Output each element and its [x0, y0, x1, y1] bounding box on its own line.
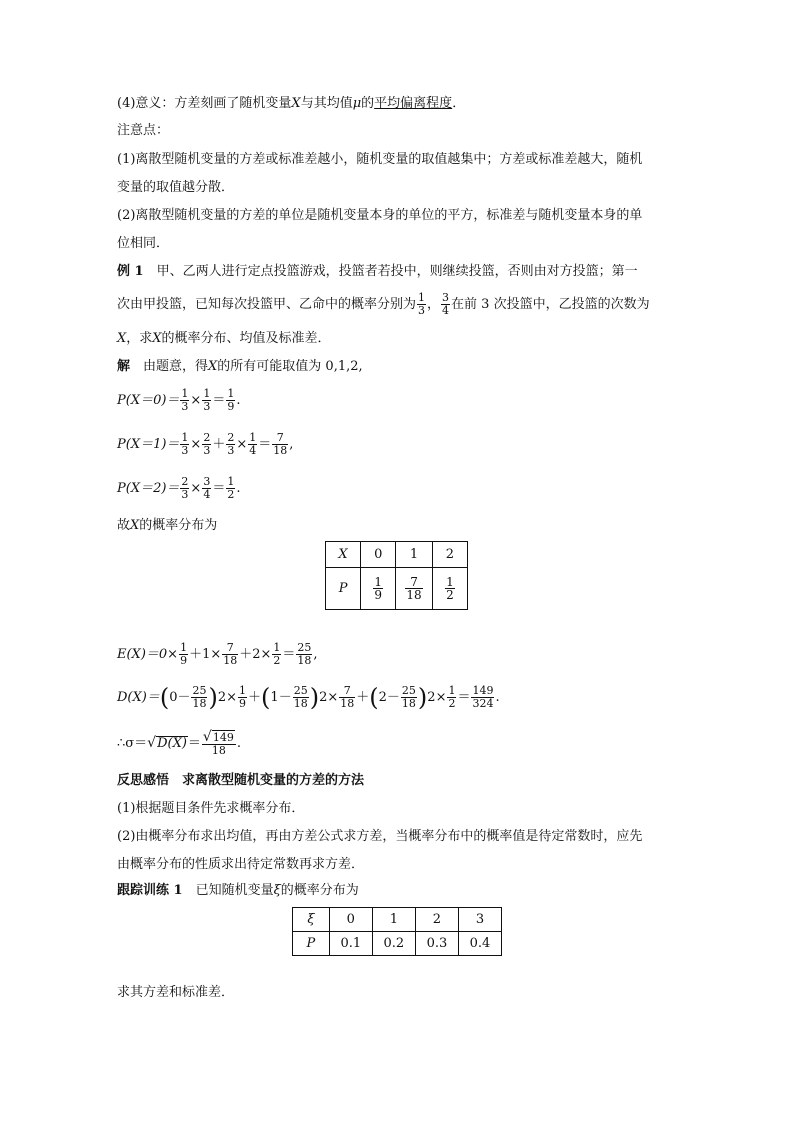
table-cell: 0.2 [372, 932, 415, 956]
table-cell: 0.3 [415, 932, 458, 956]
note-2-line-1: (2)离散型随机变量的方差的单位是随机变量本身的单位的平方，标准差与随机变量本身的单 [117, 208, 643, 223]
example-label: 例 1 [117, 264, 144, 279]
table-header-cell: 3 [458, 908, 501, 932]
sqrt-icon: √ [147, 735, 157, 751]
var-xi: ξ [273, 883, 281, 898]
var-x: X [208, 359, 218, 374]
table-header-cell: 0 [329, 908, 372, 932]
text: 甲、乙两人进行定点投篮游戏，投篮者若投中，则继续投篮，否则由对方投篮；第一 [143, 264, 638, 279]
example-1-line-2 [117, 288, 650, 322]
note-1-line-1: (1)离散型随机变量的方差或标准差越小，随机变量的取值越集中；方差或标准差越大，随机 [117, 152, 643, 167]
std-deviation-equation: ∴σ＝√D(X)＝ $\frac{√149}{18}$ . [117, 729, 241, 757]
reflection-label: 反思感悟 [117, 773, 170, 788]
expectation-equation: E(X)＝0× $\frac{1}{9}$ ＋1× $\frac{7}{18}$ ＋2× $\frac{1}{2}$ ＝ $\frac{25}{18}$ , [117, 641, 318, 667]
text: ，求 [126, 331, 153, 346]
solution-label: 解 [117, 359, 131, 374]
table-cell: $\frac{1}{9}$ [361, 568, 396, 610]
table-row-label: P [326, 568, 361, 610]
table-header-cell: 2 [432, 542, 467, 568]
table-header-cell: 2 [415, 908, 458, 932]
table-cell: 0.1 [329, 932, 372, 956]
table-header-cell: 1 [396, 542, 432, 568]
table-header-cell: X [326, 542, 361, 568]
reflection-title: 求离散型随机变量的方差的方法 [169, 773, 365, 788]
note-heading: 注意点： [117, 123, 170, 138]
distribution-intro: 故X的概率分布为 [117, 518, 218, 533]
exercise-label: 跟踪训练 1 [117, 883, 183, 898]
reflection-point-1: (1)根据题目条件先求概率分布． [117, 801, 305, 816]
text: 次由甲投篮，已知每次投篮甲、乙命中的概率分别为 [117, 297, 417, 312]
distribution-table-x [325, 541, 468, 610]
table-header-cell: ξ [293, 908, 330, 932]
var-x: X [117, 331, 127, 346]
prob-x1-equation: P(X＝1)＝ $\frac{1}{3}$ × $\frac{2}{3}$ ＋ $\frac{2}{3}$ × $\frac{1}{4}$ ＝ $\frac{7}{18}$ , [117, 431, 294, 457]
text: ， [427, 297, 441, 312]
solution-line [117, 359, 363, 375]
table-cell: $\frac{7}{18}$ [396, 568, 432, 610]
table-header-cell: 0 [361, 542, 396, 568]
reflection-heading [117, 773, 364, 789]
table-row [293, 908, 502, 932]
table-row-label: P [293, 932, 330, 956]
underlined-term: 平均偏离程度 [374, 96, 453, 111]
prob-x2-equation: P(X＝2)＝ $\frac{2}{3}$ × $\frac{3}{4}$ ＝ $\frac{1}{2}$ . [117, 475, 241, 501]
table-row [326, 568, 468, 610]
text: (4)意义：方差刻画了随机变量 [117, 96, 292, 111]
example-1-line-3 [117, 331, 331, 347]
var-x: X [130, 518, 140, 533]
fraction: $\frac{3}{4}$ [442, 291, 450, 317]
table-header-cell: 1 [372, 908, 415, 932]
text: 由题意，得 [130, 359, 209, 374]
exercise-1-line: 跟踪训练 1 已知随机变量ξ的概率分布为 [117, 883, 359, 898]
text: 的所有可能取值为 0,1,2, [217, 359, 363, 374]
text: 的概率分布、均值及标准差． [161, 331, 331, 346]
text: 在前 3 次投篮中，乙投篮的次数为 [451, 297, 650, 312]
note-2-line-2: 位相同． [117, 236, 170, 251]
note-1-line-2: 变量的取值越分散． [117, 180, 235, 195]
fraction: $\frac{1}{3}$ [418, 291, 426, 317]
text: 的 [361, 96, 375, 111]
var-mu: μ [352, 96, 362, 111]
reflection-point-2-line-2: 由概率分布的性质求出待定常数再求方差． [117, 857, 365, 872]
var-x: X [152, 331, 162, 346]
text: ． [452, 96, 466, 111]
example-1-line-1 [117, 264, 638, 280]
reflection-point-2-line-1: (2)由概率分布求出均值，再由方差公式求方差，当概率分布中的概率值是待定常数时，应先 [117, 829, 643, 844]
table-cell: 0.4 [458, 932, 501, 956]
var-x: X [291, 96, 301, 111]
text: 与其均值 [300, 96, 353, 111]
prob-x0-equation: P(X＝0)＝ $\frac{1}{3}$ × $\frac{1}{3}$ ＝ $\frac{1}{9}$ . [117, 387, 241, 413]
exercise-question: 求其方差和标准差． [117, 985, 235, 1000]
table-row [326, 542, 468, 568]
distribution-table-xi [292, 907, 502, 956]
sqrt-icon: √ [202, 729, 212, 745]
table-cell: $\frac{1}{2}$ [432, 568, 467, 610]
meaning-line [117, 96, 465, 112]
table-row [293, 932, 502, 956]
variance-equation: D(X)＝(0－ $\frac{25}{18}$ )2× $\frac{1}{9}$ ＋(1－ $\frac{25}{18}$ )2× $\frac{7}{18}$ ＋(2－ $\frac{25}{18}$ )2× $\frac{1}{2}$ ＝ $\frac{149}{324}$ . [117, 683, 500, 712]
